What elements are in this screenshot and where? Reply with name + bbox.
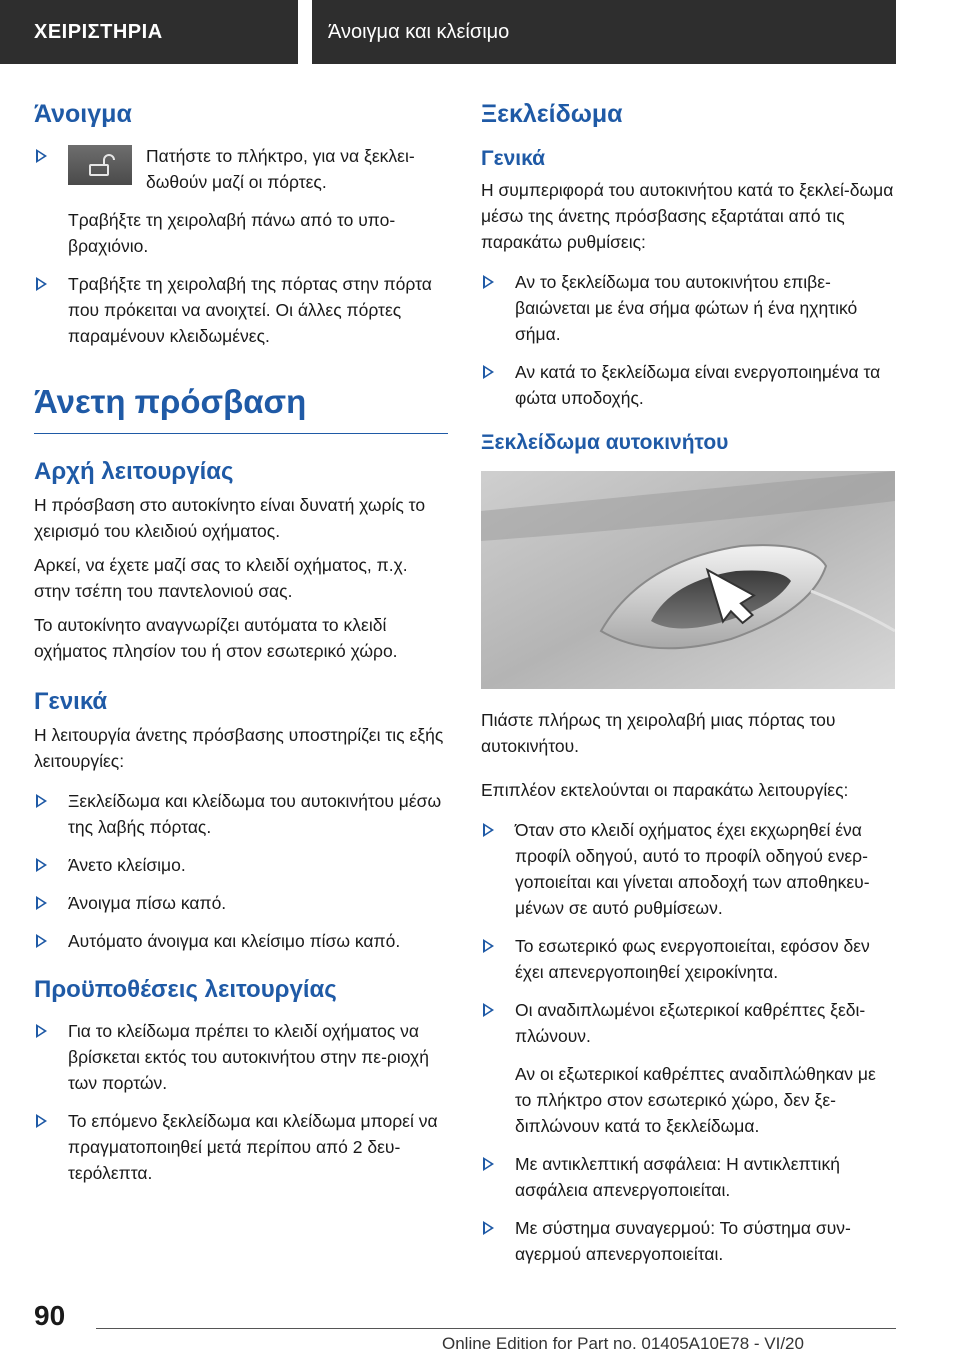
- list-item: [34, 271, 448, 349]
- prerequisites-heading: Προϋποθέσεις λειτουργίας: [34, 976, 337, 1003]
- bullet-triangle-icon: [483, 823, 494, 837]
- bullet-triangle-icon: [483, 1221, 494, 1235]
- bullet-triangle-icon: [483, 1003, 494, 1017]
- bullet-triangle-icon: [36, 277, 47, 291]
- section-title: ΧΕΙΡΙΣΤΗΡΙΑ: [0, 0, 298, 64]
- unlock-button-icon: [68, 145, 132, 185]
- bullet-triangle-icon: [36, 794, 47, 808]
- general-heading: Γενικά: [481, 147, 546, 170]
- vehicle-unlocking-heading: Ξεκλείδωμα αυτοκινήτου: [481, 431, 729, 454]
- principle-heading: Αρχή λειτουργίας: [34, 458, 234, 485]
- bullet-triangle-icon: [483, 365, 494, 379]
- paragraph: Το αυτοκίνητο αναγνωρίζει αυτόματα το κλειδί οχήματος πλησίον του ή στον εσωτερικό χώρο.: [34, 615, 398, 661]
- paragraph: Αρκεί, να έχετε μαζί σας το κλειδί οχήματος, π.χ. στην τσέπη του παντελονιού σας.: [34, 555, 408, 601]
- list-item-text: Αν κατά το ξεκλείδωμα είναι ενεργοποιημένα τα φώτα υποδοχής.: [515, 362, 881, 408]
- list-item-continuation: Αν οι εξωτερικοί καθρέπτες αναδιπλώθηκαν με το πλήκτρο στον εσωτερικό χώρο, δεν ξε‐διπλώνουν κατά το ξεκλείδωμα.: [515, 1064, 876, 1136]
- right-column: [481, 100, 895, 1279]
- list-item-continuation: Τραβήξτε τη χειρολαβή πάνω από το υπο‐βραχιόνιο.: [68, 210, 396, 256]
- list-item-text: Αυτόματο άνοιγμα και κλείσιμο πίσω καπό.: [68, 931, 401, 951]
- paragraph: Η πρόσβαση στο αυτοκίνητο είναι δυνατή χωρίς το χειρισμό του κλειδιού οχήματος.: [34, 495, 426, 541]
- door-handle-photo: [481, 471, 895, 689]
- page-header: [0, 0, 960, 64]
- chapter-title: Άνοιγμα και κλείσιμο: [312, 0, 896, 64]
- list-item-text: Αν το ξεκλείδωμα του αυτοκινήτου επιβε‐βαιώνεται με ένα σήμα φώτων ή ένα ηχητικό σήμα.: [515, 272, 858, 344]
- unlocking-heading: Ξεκλείδωμα: [481, 100, 623, 128]
- list-item-text: Πατήστε το πλήκτρο, για να ξεκλει‐δωθούν μαζί οι πόρτες.: [146, 146, 415, 192]
- paragraph: Η συμπεριφορά του αυτοκινήτου κατά το ξεκλεί‐δωμα μέσω της άνετης πρόσβασης εξαρτάται από τις παρακάτω ρυθμίσεις:: [481, 180, 894, 252]
- bullet-triangle-icon: [483, 939, 494, 953]
- bullet-triangle-icon: [36, 858, 47, 872]
- list-item-text: Όταν στο κλειδί οχήματος έχει εκχωρηθεί ένα προφίλ οδηγού, αυτό το προφίλ οδηγού ενερ‐γοποιείται και γίνεται αποδοχή των αποθηκευ‐μένων σε αυτό ρυθμίσεων.: [515, 820, 870, 918]
- list-item: [34, 1108, 448, 1186]
- bullet-triangle-icon: [483, 275, 494, 289]
- list-item-text: Με αντικλεπτική ασφάλεια: Η αντικλεπτική ασφάλεια απενεργοποιείται.: [515, 1154, 840, 1200]
- opening-heading: Άνοιγμα: [34, 100, 132, 128]
- list-item: [481, 1151, 895, 1203]
- bullet-triangle-icon: [36, 1114, 47, 1128]
- bullet-triangle-icon: [36, 149, 47, 163]
- list-item-text: Άνοιγμα πίσω καπό.: [68, 893, 227, 913]
- bullet-triangle-icon: [36, 934, 47, 948]
- list-item-text: Το επόμενο ξεκλείδωμα και κλείδωμα μπορεί να πραγματοποιηθεί μετά περίπου από 2 δευ‐τερόλεπτα.: [68, 1111, 438, 1183]
- general-heading: Γενικά: [34, 688, 108, 715]
- list-item: [481, 817, 895, 921]
- list-item: [34, 852, 448, 878]
- edition-footer: Online Edition for Part no. 01405A10E78 - VI/20: [442, 1334, 804, 1353]
- list-item: [34, 890, 448, 916]
- list-item-text: Το εσωτερικό φως ενεργοποιείται, εφόσον δεν έχει απενεργοποιηθεί χειροκίνητα.: [515, 936, 870, 982]
- page-number: 90: [34, 1300, 66, 1331]
- list-item: [34, 788, 448, 840]
- list-item: [34, 143, 448, 195]
- paragraph: Πιάστε πλήρως τη χειρολαβή μιας πόρτας του αυτοκινήτου.: [481, 710, 836, 756]
- list-item: [481, 359, 895, 411]
- list-item-text: Με σύστημα συναγερμού: Το σύστημα συν‐αγερμού απενεργοποιείται.: [515, 1218, 851, 1264]
- list-item: [481, 997, 895, 1049]
- bullet-triangle-icon: [36, 1024, 47, 1038]
- list-item: [34, 928, 448, 954]
- paragraph: Επιπλέον εκτελούνται οι παρακάτω λειτουργίες:: [481, 780, 849, 800]
- comfort-access-heading: Άνετη πρόσβαση: [34, 383, 448, 434]
- list-item: [481, 269, 895, 347]
- list-item: [481, 933, 895, 985]
- footer-divider: [96, 1328, 896, 1329]
- list-item-text: Για το κλείδωμα πρέπει το κλειδί οχήματος να βρίσκεται εκτός του αυτοκινήτου στην πε‐ριοχή των πορτών.: [68, 1021, 429, 1093]
- list-item-text: Τραβήξτε τη χειρολαβή της πόρτας στην πόρτα που πρόκειται να ανοιχτεί. Οι άλλες πόρτες παραμένουν κλειδωμένες.: [68, 274, 432, 346]
- list-item: [481, 1215, 895, 1267]
- list-item: [34, 1018, 448, 1096]
- bullet-triangle-icon: [36, 896, 47, 910]
- list-item-text: Οι αναδιπλωμένοι εξωτερικοί καθρέπτες ξεδι‐πλώνουν.: [515, 1000, 866, 1046]
- left-column: [34, 100, 448, 1198]
- list-item-text: Άνετο κλείσιμο.: [68, 855, 186, 875]
- bullet-triangle-icon: [483, 1157, 494, 1171]
- list-item-text: Ξεκλείδωμα και κλείδωμα του αυτοκινήτου μέσω της λαβής πόρτας.: [68, 791, 442, 837]
- paragraph: Η λειτουργία άνετης πρόσβασης υποστηρίζει τις εξής λειτουργίες:: [34, 725, 444, 771]
